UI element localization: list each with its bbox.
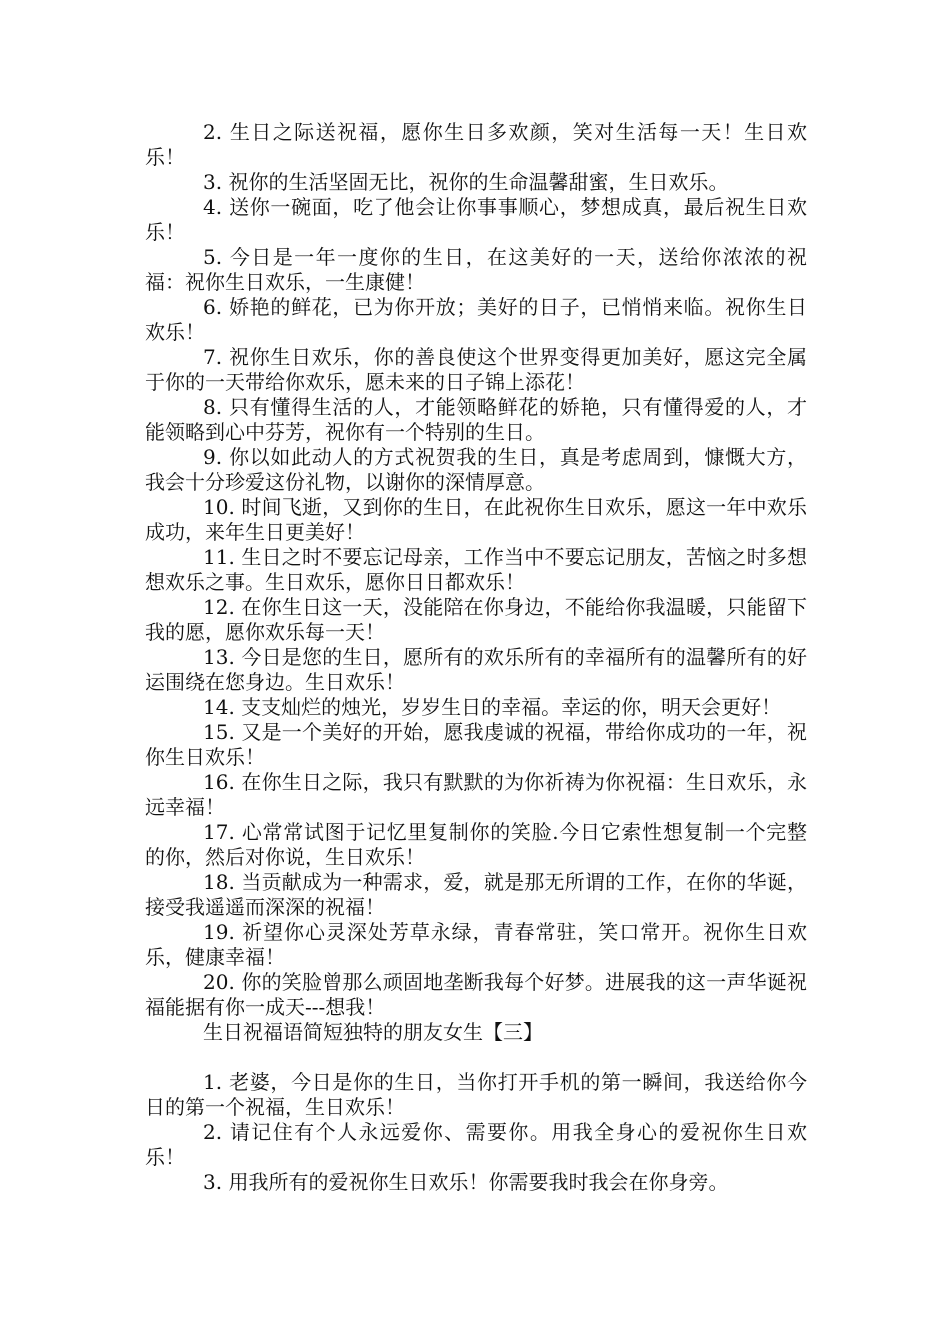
section-heading: 生日祝福语简短独特的朋友女生【三】 bbox=[203, 1020, 543, 1044]
blank-line bbox=[145, 1045, 807, 1070]
wish-item-19: 19. 祈望你心灵深处芳草永绿，青春常驻，笑口常开。祝你生日欢乐，健康幸福！ bbox=[145, 920, 807, 969]
wish-item-17: 17. 心常常试图于记忆里复制你的笑脸.今日它索性想复制一个完整的你，然后对你说，生日欢乐！ bbox=[145, 820, 807, 869]
wish-item-20: 20. 你的笑脸曾那么顽固地垄断我每个好梦。进展我的这一声华诞祝福能据有你一成天---想我！ bbox=[145, 970, 807, 1019]
wish-item-2: 2. 生日之际送祝福，愿你生日多欢颜，笑对生活每一天！生日欢乐！ bbox=[145, 120, 807, 169]
wish-item-12: 12. 在你生日这一天，没能陪在你身边，不能给你我温暖，只能留下我的愿，愿你欢乐每一天！ bbox=[145, 595, 807, 644]
wish-item-16: 16. 在你生日之际，我只有默默的为你祈祷为你祝福：生日欢乐，永远幸福！ bbox=[145, 770, 807, 819]
wish-item-s3-3: 3. 用我所有的爱祝你生日欢乐！你需要我时我会在你身旁。 bbox=[203, 1170, 729, 1194]
wish-item-18: 18. 当贡献成为一种需求，爱，就是那无所谓的工作，在你的华诞，接受我遥遥而深深的祝福！ bbox=[145, 870, 807, 919]
wish-item-3: 3. 祝你的生活坚固无比，祝你的生命温馨甜蜜，生日欢乐。 bbox=[203, 170, 729, 194]
document-page bbox=[145, 120, 807, 1195]
wish-item-10: 10. 时间飞逝，又到你的生日，在此祝你生日欢乐，愿这一年中欢乐成功，来年生日更美好！ bbox=[145, 495, 807, 544]
wish-item-15: 15. 又是一个美好的开始，愿我虔诚的祝福，带给你成功的一年，祝你生日欢乐！ bbox=[145, 720, 807, 769]
wish-item-5: 5. 今日是一年一度你的生日，在这美好的一天，送给你浓浓的祝福：祝你生日欢乐，一生康健！ bbox=[145, 245, 807, 294]
wish-item-4: 4. 送你一碗面，吃了他会让你事事顺心，梦想成真，最后祝生日欢乐！ bbox=[145, 195, 807, 244]
wish-item-7: 7. 祝你生日欢乐，你的善良使这个世界变得更加美好，愿这完全属于你的一天带给你欢乐，愿未来的日子锦上添花！ bbox=[145, 345, 807, 394]
wish-item-s3-1: 1. 老婆，今日是你的生日，当你打开手机的第一瞬间，我送给你今日的第一个祝福，生日欢乐！ bbox=[145, 1070, 807, 1119]
wish-item-6: 6. 娇艳的鲜花，已为你开放；美好的日子，已悄悄来临。祝你生日欢乐！ bbox=[145, 295, 807, 344]
wish-item-13: 13. 今日是您的生日，愿所有的欢乐所有的幸福所有的温馨所有的好运围绕在您身边。生日欢乐！ bbox=[145, 645, 807, 694]
wish-item-9: 9. 你以如此动人的方式祝贺我的生日，真是考虑周到，慷慨大方，我会十分珍爱这份礼物，以谢你的深情厚意。 bbox=[145, 445, 807, 494]
wish-item-11: 11. 生日之时不要忘记母亲，工作当中不要忘记朋友，苦恼之时多想想欢乐之事。生日欢乐，愿你日日都欢乐！ bbox=[145, 545, 807, 594]
wish-item-s3-2: 2. 请记住有个人永远爱你、需要你。用我全身心的爱祝你生日欢乐！ bbox=[145, 1120, 807, 1169]
wish-item-14: 14. 支支灿烂的烛光，岁岁生日的幸福。幸运的你，明天会更好！ bbox=[203, 695, 782, 719]
wish-item-8: 8. 只有懂得生活的人，才能领略鲜花的娇艳，只有懂得爱的人，才能领略到心中芬芳，祝你有一个特别的生日。 bbox=[145, 395, 807, 444]
